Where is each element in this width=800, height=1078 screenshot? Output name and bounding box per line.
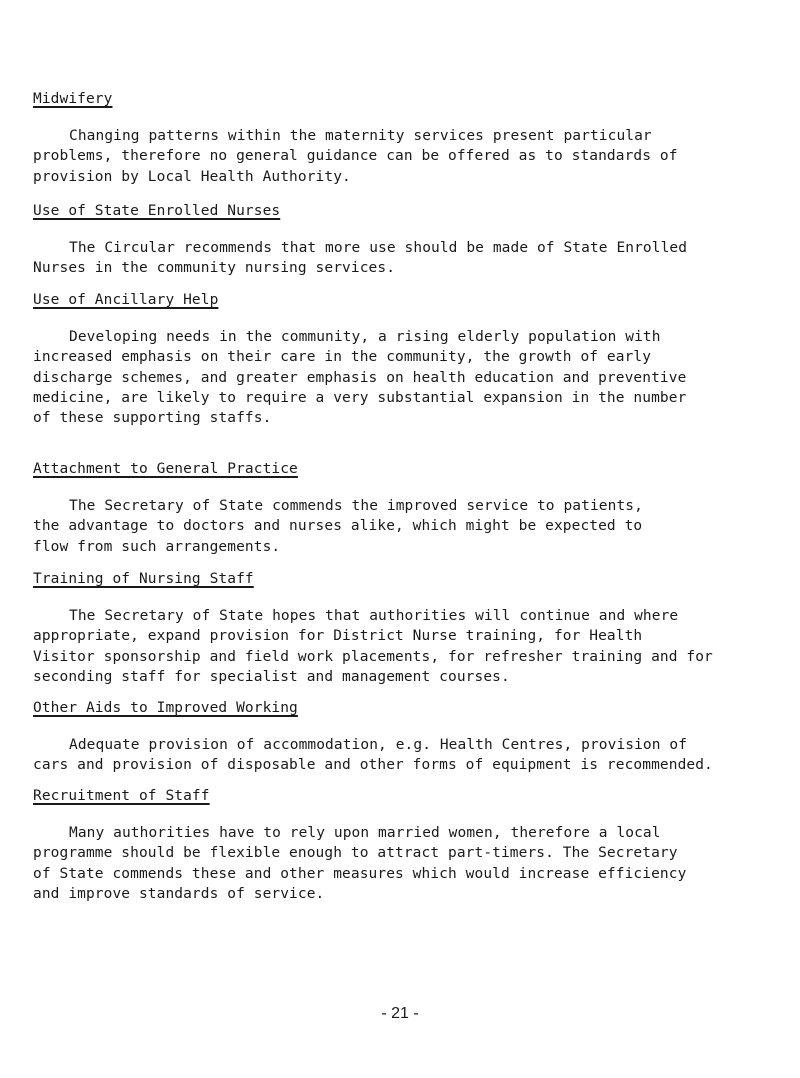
section-paragraph — [33, 238, 773, 279]
page-number: - 21 - — [381, 1005, 419, 1022]
paragraph-line: discharge schemes, and greater emphasis on health education and preventive — [33, 369, 687, 386]
section-ancillary-help — [33, 290, 773, 428]
section-heading: Use of State Enrolled Nurses — [33, 203, 281, 219]
section-general-practice — [33, 459, 773, 557]
paragraph-line: seconding staff for specialist and management courses. — [33, 668, 510, 685]
section-state-enrolled-nurses — [33, 201, 773, 279]
section-paragraph — [33, 606, 773, 687]
paragraph-line: of State commends these and other measures which would increase efficiency — [33, 865, 687, 882]
paragraph-line: The Secretary of State commends the improved service to patients, — [69, 498, 643, 514]
paragraph-line: the advantage to doctors and nurses alike, which might be expected to — [33, 518, 643, 535]
paragraph-line: The Circular recommends that more use should be made of State Enrolled — [69, 240, 688, 256]
paragraph-line: problems, therefore no general guidance can be offered as to standards of — [33, 148, 678, 165]
section-midwifery — [33, 89, 773, 187]
section-training-nursing-staff — [33, 569, 773, 687]
section-recruitment — [33, 786, 773, 904]
paragraph-line: Adequate provision of accommodation, e.g. Health Centres, provision of — [69, 737, 688, 753]
section-heading: Training of Nursing Staff — [33, 571, 254, 587]
paragraph-line: cars and provision of disposable and other forms of equipment is recommended. — [33, 757, 713, 774]
paragraph-line: increased emphasis on their care in the community, the growth of early — [33, 349, 652, 366]
paragraph-line: and improve standards of service. — [33, 885, 325, 902]
paragraph-line: programme should be flexible enough to attract part-timers. The Secretary — [33, 845, 678, 862]
section-paragraph — [33, 823, 773, 904]
section-heading: Use of Ancillary Help — [33, 292, 219, 308]
section-paragraph — [33, 496, 773, 557]
section-paragraph — [33, 735, 773, 776]
paragraph-line: appropriate, expand provision for District Nurse training, for Health — [33, 628, 643, 645]
paragraph-line: medicine, are likely to require a very substantial expansion in the number — [33, 389, 687, 406]
paragraph-line: provision by Local Health Authority. — [33, 168, 351, 185]
paragraph-line: The Secretary of State hopes that authorities will continue and where — [69, 608, 679, 624]
section-paragraph — [33, 327, 773, 428]
paragraph-line: Changing patterns within the maternity services present particular — [69, 128, 652, 144]
paragraph-line: Nurses in the community nursing services. — [33, 260, 396, 277]
section-other-aids — [33, 698, 773, 776]
paragraph-line: Many authorities have to rely upon married women, therefore a local — [69, 825, 661, 841]
section-heading: Recruitment of Staff — [33, 788, 210, 804]
section-heading: Midwifery — [33, 91, 113, 107]
section-heading: Other Aids to Improved Working — [33, 700, 298, 716]
paragraph-line: flow from such arrangements. — [33, 538, 281, 555]
section-heading: Attachment to General Practice — [33, 461, 298, 477]
paragraph-line: Visitor sponsorship and field work placements, for refresher training and for — [33, 648, 713, 665]
paragraph-line: Developing needs in the community, a rising elderly population with — [69, 329, 661, 345]
paragraph-line: of these supporting staffs. — [33, 410, 272, 427]
section-paragraph — [33, 126, 773, 187]
